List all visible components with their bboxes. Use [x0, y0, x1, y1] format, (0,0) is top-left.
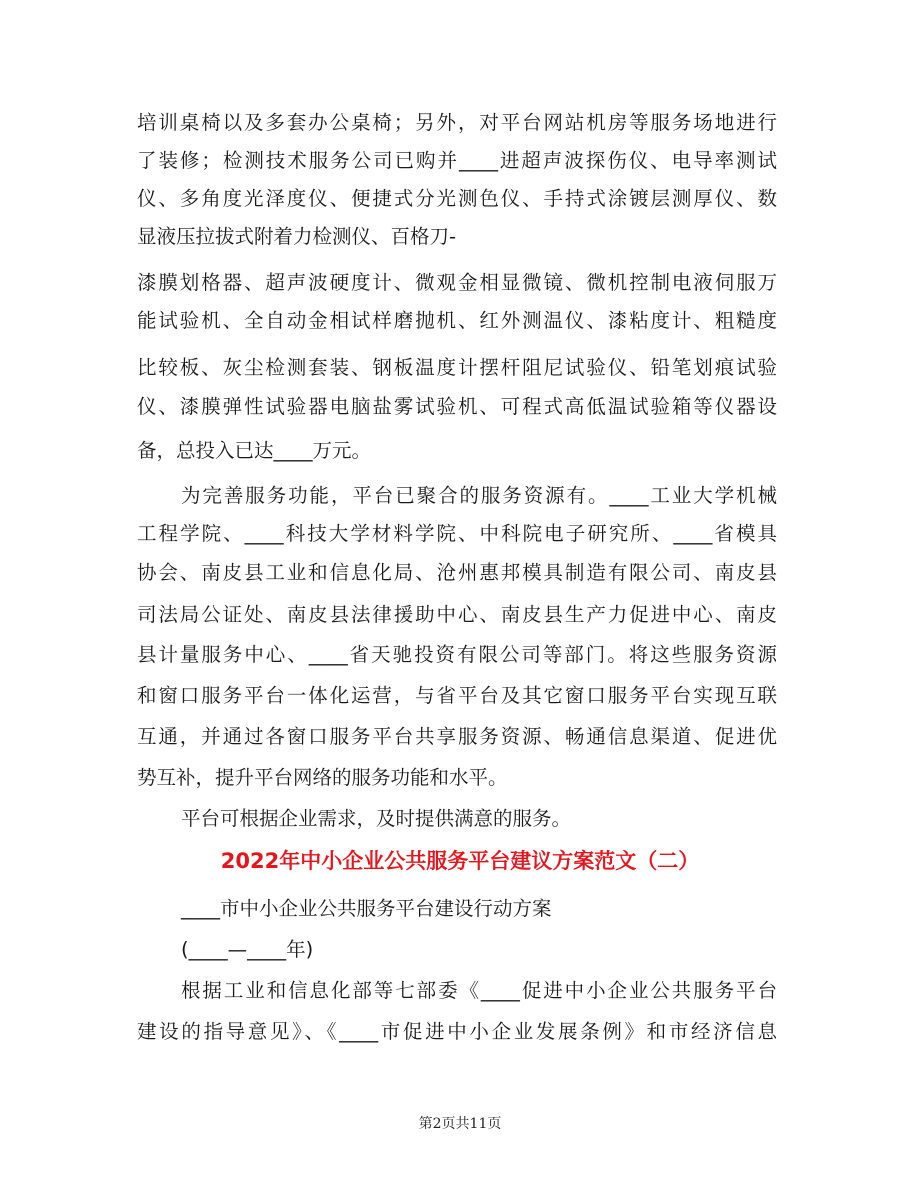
- section-heading: 2022年中小企业公共服务平台建议方案范文（二）: [220, 849, 700, 873]
- paragraph-line: 互通，并通过各窗口服务平台共享服务资源、畅通信息渠道、促进优: [137, 725, 777, 748]
- paragraph-line: 平台可根据企业需求，及时提供满意的服务。: [181, 807, 572, 830]
- page-number: 第2页共11页: [418, 1116, 502, 1132]
- paragraph-line: 仪、漆膜弹性试验器电脑盐雾试验机、可程式高低温试验箱等仪器设: [137, 395, 777, 418]
- paragraph-line: 漆膜划格器、超声波硬度计、微观金相显微镜、微机控制电液伺服万: [137, 271, 777, 294]
- paragraph-line: 工程学院、____科技大学材料学院、中科院电子研究所、____省模具: [137, 522, 777, 545]
- document-subtitle: ____市中小企业公共服务平台建设行动方案: [181, 897, 552, 920]
- paragraph-line: 为完善服务功能，平台已聚合的服务资源有。____工业大学机械: [181, 484, 777, 507]
- paragraph-line: 能试验机、全自动金相试样磨抛机、红外测温仪、漆粘度计、粗糙度: [137, 309, 777, 332]
- paragraph-line: 协会、南皮县工业和信息化局、沧州惠邦模具制造有限公司、南皮县: [137, 561, 777, 584]
- paragraph-line: 县计量服务中心、____省天驰投资有限公司等部门。将这些服务资源: [137, 643, 777, 666]
- paragraph-line: 比较板、灰尘检测套装、钢板温度计摆杆阻尼试验仪、铅笔划痕试验: [137, 356, 777, 379]
- paragraph-line: 了装修；检测技术服务公司已购并____进超声波探伤仪、电导率测试: [137, 149, 777, 172]
- paragraph-line: 备，总投入已达____万元。: [137, 439, 372, 462]
- paragraph-line: 势互补，提升平台网络的服务功能和水平。: [137, 766, 508, 789]
- paragraph-line: 仪、多角度光泽度仪、便捷式分光测色仪、手持式涂镀层测厚仪、数: [137, 187, 777, 210]
- paragraph-line: 培训桌椅以及多套办公桌椅；另外，对平台网站机房等服务场地进行: [137, 111, 777, 134]
- paragraph-line: 司法局公证处、南皮县法律援助中心、南皮县生产力促进中心、南皮: [137, 603, 777, 626]
- paragraph-line: 和窗口服务平台一体化运营，与省平台及其它窗口服务平台实现互联: [137, 684, 777, 707]
- paragraph-line: 建设的指导意见》、《____市促进中小企业发展条例》和市经济信息: [137, 1020, 777, 1043]
- paragraph-line: 根据工业和信息化部等七部委《____促进中小企业公共服务平台: [181, 979, 777, 1002]
- paragraph-line: 显液压拉拔式附着力检测仪、百格刀-: [137, 225, 457, 248]
- date-range: (____—____年): [181, 938, 314, 961]
